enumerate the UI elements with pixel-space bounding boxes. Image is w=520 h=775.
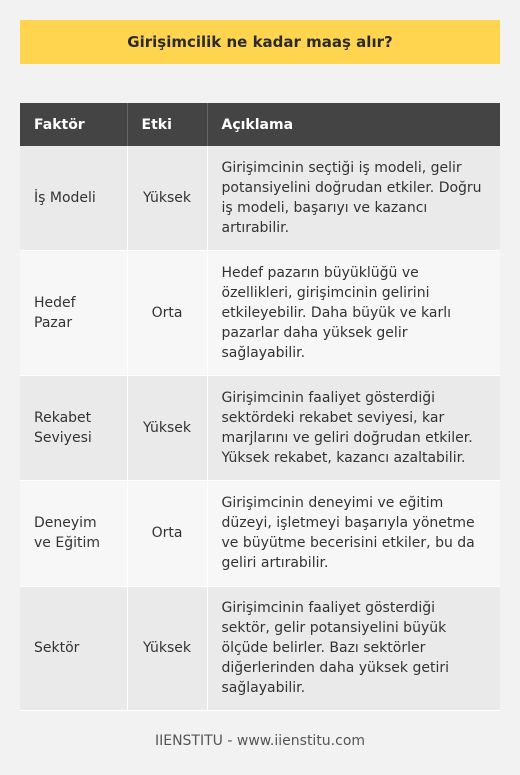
column-header-effect: Etki — [127, 103, 207, 146]
description-cell: Girişimcinin deneyimi ve eğitim düzeyi, işletmeyi başarıyla yönetme ve büyütme becerisini etkiler, bu da geliri artırabilir. — [207, 480, 500, 586]
column-header-factor: Faktör — [20, 103, 127, 146]
effect-cell: Orta — [127, 250, 207, 375]
table-row — [20, 250, 500, 375]
factor-cell: Sektör — [20, 586, 127, 710]
effect-cell: Yüksek — [127, 586, 207, 710]
table-row — [20, 375, 500, 480]
footer-credit: IIENSTITU - www.iienstitu.com — [154, 733, 366, 749]
info-table — [20, 103, 500, 711]
description-cell: Girişimcinin faaliyet gösterdiği sektör, gelir potansiyelini büyük ölçüde belirler. Bazı sektörler diğerlerinden daha yüksek getiri sağlayabilir. — [207, 586, 500, 710]
factor-cell: Deneyim ve Eğitim — [20, 480, 127, 586]
table-row — [20, 480, 500, 586]
page-title: Girişimcilik ne kadar maaş alır? — [20, 20, 500, 64]
table-row — [20, 146, 500, 250]
column-header-description: Açıklama — [207, 103, 500, 146]
factor-cell: İş Modeli — [20, 146, 127, 250]
effect-cell: Yüksek — [127, 375, 207, 480]
table-row — [20, 586, 500, 710]
description-cell: Girişimcinin faaliyet gösterdiği sektördeki rekabet seviyesi, kar marjlarını ve geliri doğrudan etkiler. Yüksek rekabet, kazancı azaltabilir. — [207, 375, 500, 480]
table-header-row — [20, 103, 500, 146]
description-cell: Hedef pazarın büyüklüğü ve özellikleri, girişimcinin gelirini etkileyebilir. Daha büyük ve karlı pazarlar daha yüksek gelir sağlayabilir. — [207, 250, 500, 375]
effect-cell: Yüksek — [127, 146, 207, 250]
factor-cell: Hedef Pazar — [20, 250, 127, 375]
factor-cell: Rekabet Seviyesi — [20, 375, 127, 480]
effect-cell: Orta — [127, 480, 207, 586]
description-cell: Girişimcinin seçtiği iş modeli, gelir potansiyelini doğrudan etkiler. Doğru iş modeli, başarıyı ve kazancı artırabilir. — [207, 146, 500, 250]
